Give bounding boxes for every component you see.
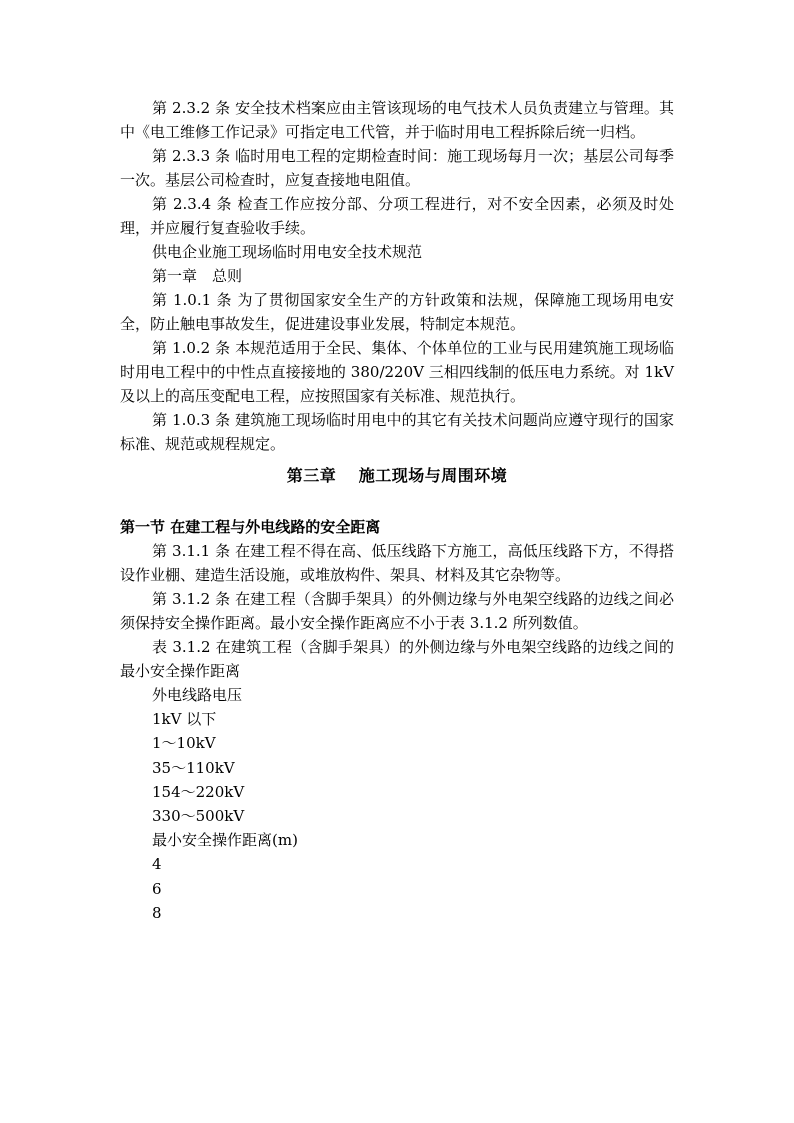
paragraph-2-3-2: 第 2.3.2 条 安全技术档案应由主管该现场的电气技术人员负责建立与管理。其中《电工维修工作记录》可指定电工代管，并于临时用电工程拆除后统一归档。 — [120, 99, 674, 141]
table-line: 4 — [152, 855, 162, 874]
table-line: 6 — [152, 879, 162, 898]
standard-title: 供电企业施工现场临时用电安全技术规范 — [152, 243, 423, 261]
table-line: 1kV 以下 — [152, 710, 217, 729]
document-body — [120, 96, 674, 925]
paragraph-1-0-2: 第 1.0.2 条 本规范适用于全民、集体、个体单位的工业与民用建筑施工现场临时用电工程中的中性点直接接地的 380/220V 三相四线制的低压电力系统。对 1kV 及以上的高压变配电工程，应按照国家有关标准、规范执行。 — [120, 339, 674, 405]
table-line: 8 — [152, 903, 162, 922]
paragraph-2-3-4: 第 2.3.4 条 检查工作应按分部、分项工程进行，对不安全因素，必须及时处理，并应履行复查验收手续。 — [120, 195, 674, 237]
table-line: 外电线路电压 — [152, 686, 243, 704]
table-line: 154～220kV — [152, 782, 245, 801]
chapter3-title: 第三章 施工现场与周围环境 — [286, 466, 508, 485]
paragraph-3-1-1: 第 3.1.1 条 在建工程不得在高、低压线路下方施工，高低压线路下方，不得搭设作业棚、建造生活设施，或堆放构件、架具、材料及其它杂物等。 — [120, 542, 674, 584]
table-3-1-2-lines — [120, 683, 674, 925]
table-line: 35～110kV — [152, 758, 235, 777]
table-3-1-2-caption: 表 3.1.2 在建筑工程（含脚手架具）的外侧边缘与外电架空线路的边线之间的最小安全操作距离 — [120, 638, 674, 680]
table-line: 最小安全操作距离(m) — [152, 831, 298, 850]
paragraph-3-1-2: 第 3.1.2 条 在建工程（含脚手架具）的外侧边缘与外电架空线路的边线之间必须保持安全操作距离。最小安全操作距离应不小于表 3.1.2 所列数值。 — [120, 590, 674, 632]
table-line: 1～10kV — [152, 734, 216, 753]
chapter1-title: 第一章 总则 — [152, 267, 243, 285]
paragraph-1-0-1: 第 1.0.1 条 为了贯彻国家安全生产的方针政策和法规，保障施工现场用电安全，防止触电事故发生，促进建设事业发展，特制定本规范。 — [120, 291, 674, 333]
section1-title: 第一节 在建工程与外电线路的安全距离 — [120, 518, 381, 536]
paragraph-1-0-3: 第 1.0.3 条 建筑施工现场临时用电中的其它有关技术问题尚应遵守现行的国家标准、规范或规程规定。 — [120, 411, 674, 453]
paragraph-2-3-3: 第 2.3.3 条 临时用电工程的定期检查时间：施工现场每月一次；基层公司每季一次。基层公司检查时，应复查接地电阻值。 — [120, 147, 674, 189]
table-line: 330～500kV — [152, 807, 245, 826]
